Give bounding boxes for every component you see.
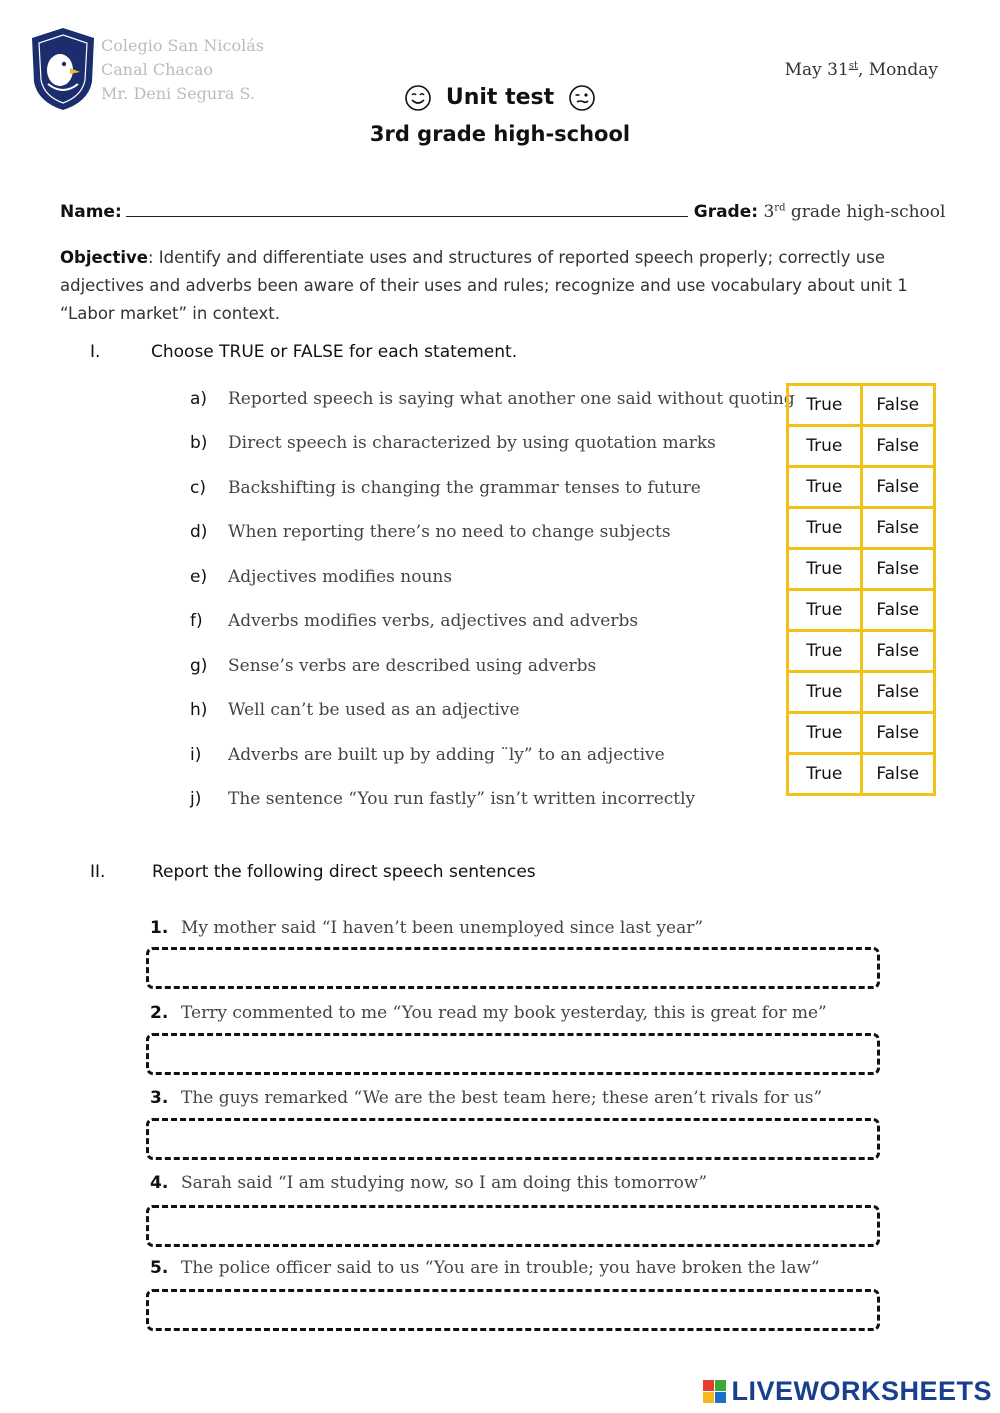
false-option[interactable]: False: [861, 754, 935, 795]
statement-text: When reporting there’s no need to change subjects: [228, 522, 671, 542]
answer-input[interactable]: [146, 947, 880, 989]
question-number: 1.: [150, 918, 169, 938]
date: [785, 60, 938, 80]
name-field[interactable]: [126, 200, 688, 217]
answer-input[interactable]: [146, 1118, 880, 1160]
false-option[interactable]: False: [861, 713, 935, 754]
statement-letter: d): [190, 522, 208, 542]
true-option[interactable]: True: [788, 631, 862, 672]
section-1-title: Choose TRUE or FALSE for each statement.: [151, 342, 518, 362]
page-title: [0, 84, 1000, 112]
grade-value: [763, 202, 945, 222]
question-text: Sarah said “I am studying now, so I am doing this tomorrow”: [181, 1173, 708, 1193]
statement-text: Adverbs are built up by adding ¨ly” to an adjective: [228, 745, 665, 765]
table-row: [788, 549, 935, 590]
brand-text: LIVEWORKSHEETS: [731, 1376, 992, 1406]
statement-letter: j): [190, 789, 202, 809]
true-option[interactable]: True: [788, 672, 862, 713]
liveworksheets-logo-icon: [702, 1378, 728, 1406]
objective: [60, 244, 910, 328]
question-number: 5.: [150, 1258, 169, 1278]
false-option[interactable]: False: [861, 508, 935, 549]
table-row: [788, 754, 935, 795]
statement-letter: i): [190, 745, 202, 765]
false-option[interactable]: False: [861, 631, 935, 672]
table-row: [788, 467, 935, 508]
true-option[interactable]: True: [788, 590, 862, 631]
statement-text: Adjectives modifies nouns: [228, 567, 453, 587]
question-text: The guys remarked “We are the best team here; these aren’t rivals for us”: [181, 1088, 823, 1108]
page-subtitle: 3rd grade high-school: [369, 122, 631, 146]
question-text: My mother said “I haven’t been unemployed since last year”: [181, 918, 704, 938]
question-text: Terry commented to me “You read my book yesterday, this is great for me”: [181, 1003, 827, 1023]
grade-label: Grade:: [693, 202, 759, 222]
date-suffix-ordinal: st: [848, 60, 858, 72]
smiling-face-icon: [404, 84, 432, 112]
statement-letter: h): [190, 700, 208, 720]
statement-text: Well can’t be used as an adjective: [228, 700, 520, 720]
date-prefix: May 31: [784, 60, 849, 80]
false-option[interactable]: False: [861, 467, 935, 508]
statement-letter: c): [190, 478, 206, 498]
table-row: [788, 713, 935, 754]
section-2-title: Report the following direct speech sentences: [152, 862, 536, 882]
question-text: The police officer said to us “You are in trouble; you have broken the law”: [181, 1258, 820, 1278]
statement-letter: a): [190, 389, 208, 409]
answer-input[interactable]: [146, 1205, 880, 1247]
statement-letter: g): [190, 656, 208, 676]
question-number: 2.: [150, 1003, 169, 1023]
question-number: 4.: [150, 1173, 169, 1193]
table-row: [788, 631, 935, 672]
table-row: [788, 385, 935, 426]
school-name: Colegio San Nicolás: [101, 36, 265, 55]
false-option[interactable]: False: [861, 672, 935, 713]
liveworksheets-brand[interactable]: [702, 1376, 992, 1410]
grade-suffix: grade high-school: [785, 202, 946, 222]
answer-input[interactable]: [146, 1289, 880, 1331]
objective-text: : Identify and differentiate uses and structures of reported speech properly; correctly use adjectives and adverbs been aware of their uses and rules; recognize and use vocabulary about unit 1 “Labor market” in context.: [60, 248, 908, 323]
statement-letter: b): [190, 433, 208, 453]
false-option[interactable]: False: [861, 590, 935, 631]
statement-text: Reported speech is saying what another one said without quoting: [228, 389, 795, 409]
true-option[interactable]: True: [788, 385, 862, 426]
statement-letter: f): [190, 611, 203, 631]
true-option[interactable]: True: [788, 549, 862, 590]
date-weekday: , Monday: [857, 60, 938, 80]
statement-text: The sentence “You run fastly” isn’t written incorrectly: [228, 789, 696, 809]
statement-text: Backshifting is changing the grammar tenses to future: [228, 478, 701, 498]
student-info: [60, 200, 945, 222]
question-number: 3.: [150, 1088, 169, 1108]
name-label: Name:: [60, 202, 122, 222]
grade-prefix: 3: [763, 202, 775, 222]
table-row: [788, 508, 935, 549]
teacher-name: Mr. Deni Segura S.: [101, 84, 255, 103]
objective-label: Objective: [60, 248, 148, 267]
answer-input[interactable]: [146, 1033, 880, 1075]
statement-text: Sense’s verbs are described using adverbs: [228, 656, 597, 676]
table-row: [788, 590, 935, 631]
school-location: Canal Chacao: [101, 60, 214, 79]
true-option[interactable]: True: [788, 467, 862, 508]
statement-text: Adverbs modifies verbs, adjectives and adverbs: [228, 611, 639, 631]
false-option[interactable]: False: [861, 426, 935, 467]
statement-letter: e): [190, 567, 208, 587]
true-option[interactable]: True: [788, 713, 862, 754]
table-row: [788, 426, 935, 467]
winking-face-icon: [568, 84, 596, 112]
title-text: Unit test: [445, 85, 555, 110]
table-row: [788, 672, 935, 713]
false-option[interactable]: False: [861, 549, 935, 590]
section-1-number: I.: [90, 342, 101, 362]
true-option[interactable]: True: [788, 754, 862, 795]
section-2-number: II.: [90, 862, 106, 882]
false-option[interactable]: False: [861, 385, 935, 426]
true-false-table: [786, 383, 936, 796]
grade-ordinal: rd: [774, 202, 786, 214]
statement-text: Direct speech is characterized by using quotation marks: [228, 433, 716, 453]
true-option[interactable]: True: [788, 426, 862, 467]
true-option[interactable]: True: [788, 508, 862, 549]
